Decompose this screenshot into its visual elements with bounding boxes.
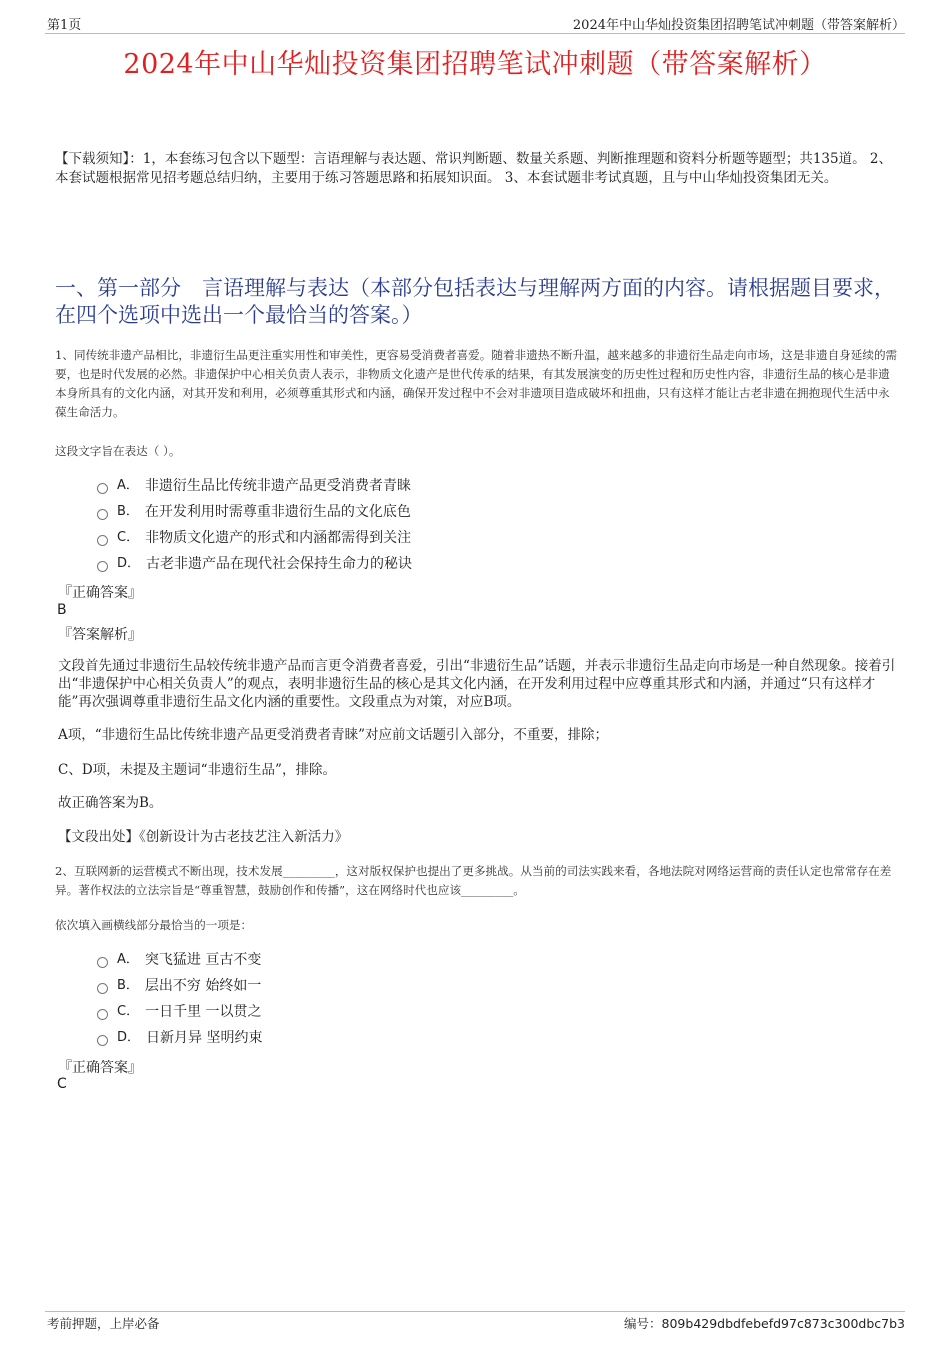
- question-1-option-c[interactable]: [97, 528, 411, 548]
- option-letter: D．: [117, 556, 141, 571]
- question-2-answer-label: 『正确答案』: [58, 1060, 142, 1076]
- option-text: 一日千里 一以贯之: [145, 1004, 262, 1020]
- header-divider: [45, 33, 905, 34]
- question-2-option-b[interactable]: [97, 976, 261, 996]
- analysis-paragraph: C、D项，未提及主题词“非遗衍生品”，排除。: [58, 762, 336, 778]
- question-2-text: 2、互联网新的运营模式不断出现，技术发展_________，这对版权保护也提出了更多挑战。从当前的司法实践来看，各地法院对网络运营商的责任认定也常常存在差异。著作权法的立法宗旨是“尊重智慧，鼓励创作和传播”，这在网络时代也应该_________。: [55, 864, 892, 897]
- radio-icon[interactable]: [97, 957, 108, 968]
- option-letter: A．: [117, 952, 139, 967]
- radio-icon[interactable]: [97, 509, 108, 520]
- option-letter: B．: [117, 504, 139, 519]
- question-2-prompt: 依次填入画横线部分最恰当的一项是：: [55, 918, 253, 932]
- analysis-paragraph: A项，“非遗衍生品比传统非遗产品更受消费者青睐”对应前文话题引入部分，不重要，排除；: [58, 727, 609, 743]
- question-2-option-c[interactable]: [97, 1002, 262, 1022]
- option-text: 非物质文化遗产的形式和内涵都需得到关注: [145, 530, 412, 546]
- option-text: 层出不穷 始终如一: [144, 978, 262, 994]
- document-title: 2024年中山华灿投资集团招聘笔试冲刺题（带答案解析）: [123, 49, 827, 80]
- question-2-option-a[interactable]: [97, 950, 261, 970]
- question-1-text: 1、同传统非遗产品相比，非遗衍生品更注重实用性和审美性，更容易受消费者喜爱。随着非遗热不断升温，越来越多的非遗衍生品走向市场，这是非遗自身延续的需要，也是时代发展的必然。非遗保护中心相关负责人表示，非物质文化遗产是世代传承的结果，有其发展演变的历史性过程和历史性内容，非遗衍生品的核心是非遗本身所具有的文化内涵，对其开发和利用，必须尊重其形式和内涵，确保开发过程中不会对非遗项目造成破坏和扭曲，只有这样才能让古老非遗在拥抱现代生活中永葆生命活力。: [55, 348, 898, 419]
- document-code-label: 编号：: [624, 1316, 662, 1331]
- option-letter: B．: [117, 978, 139, 993]
- option-text: 非遗衍生品比传统非遗产品更受消费者青睐: [144, 478, 411, 494]
- radio-icon[interactable]: [97, 561, 108, 572]
- footer-slogan: 考前押题，上岸必备: [47, 1316, 160, 1331]
- question-1-answer-label: 『正确答案』: [58, 585, 142, 601]
- analysis-paragraph: 文段首先通过非遗衍生品较传统非遗产品而言更令消费者喜爱，引出“非遗衍生品”话题，并表示非遗衍生品走向市场是一种自然现象。接着引出“非遗保护中心相关负责人”的观点，表明非遗衍生品的核心是其文化内涵，在开发利用过程中应尊重其形式和内涵，并通过“只有这样才能”再次强调尊重非遗衍生品文化内涵的重要性。文段重点为对策，对应B项。: [58, 658, 896, 710]
- analysis-paragraph: 故正确答案为B。: [58, 795, 163, 811]
- option-text: 古老非遗产品在现代社会保持生命力的秘诀: [146, 556, 413, 572]
- radio-icon[interactable]: [97, 983, 108, 994]
- option-letter: C．: [117, 1004, 140, 1019]
- question-2-answer: C: [57, 1076, 67, 1092]
- option-text: 突飞猛进 亘古不变: [144, 952, 262, 968]
- analysis-source: 【文段出处】《创新设计为古老技艺注入新活力》: [58, 829, 349, 845]
- document-code-value: 809b429dbdfebefd97c873c300dbc7b3: [661, 1316, 905, 1331]
- radio-icon[interactable]: [97, 1009, 108, 1020]
- option-letter: C．: [117, 530, 140, 545]
- question-1-option-d[interactable]: [97, 554, 412, 574]
- question-2-option-d[interactable]: [97, 1028, 262, 1048]
- question-1-option-b[interactable]: [97, 502, 411, 522]
- question-1-analysis-label: 『答案解析』: [58, 627, 142, 643]
- question-1-answer: B: [57, 602, 67, 618]
- section-heading: 一、第一部分 言语理解与表达（本部分包括表达与理解两方面的内容。请根据题目要求，在四个选项中选出一个最恰当的答案。）: [55, 276, 895, 327]
- document-code: [624, 1314, 905, 1332]
- download-notice: 【下载须知】：1，本套练习包含以下题型：言语理解与表达题、常识判断题、数量关系题、判断推理题和资料分析题等题型；共135道。 2、本套试题根据常见招考题总结归纳，主要用于练习答题思路和拓展知识面。 3、本套试题非考试真题，且与中山华灿投资集团无关。: [55, 151, 892, 186]
- footer-divider: [45, 1311, 905, 1312]
- option-text: 日新月异 坚明约束: [146, 1030, 263, 1046]
- option-text: 在开发利用时需尊重非遗衍生品的文化底色: [144, 504, 411, 520]
- radio-icon[interactable]: [97, 1035, 108, 1046]
- page-number: 第1页: [47, 18, 82, 33]
- option-letter: D．: [117, 1030, 141, 1045]
- question-1-option-a[interactable]: [97, 476, 411, 496]
- running-title: 2024年中山华灿投资集团招聘笔试冲刺题（带答案解析）: [572, 18, 905, 33]
- radio-icon[interactable]: [97, 483, 108, 494]
- question-1-prompt: 这段文字旨在表达（ ）。: [55, 444, 181, 458]
- option-letter: A．: [117, 478, 139, 493]
- radio-icon[interactable]: [97, 535, 108, 546]
